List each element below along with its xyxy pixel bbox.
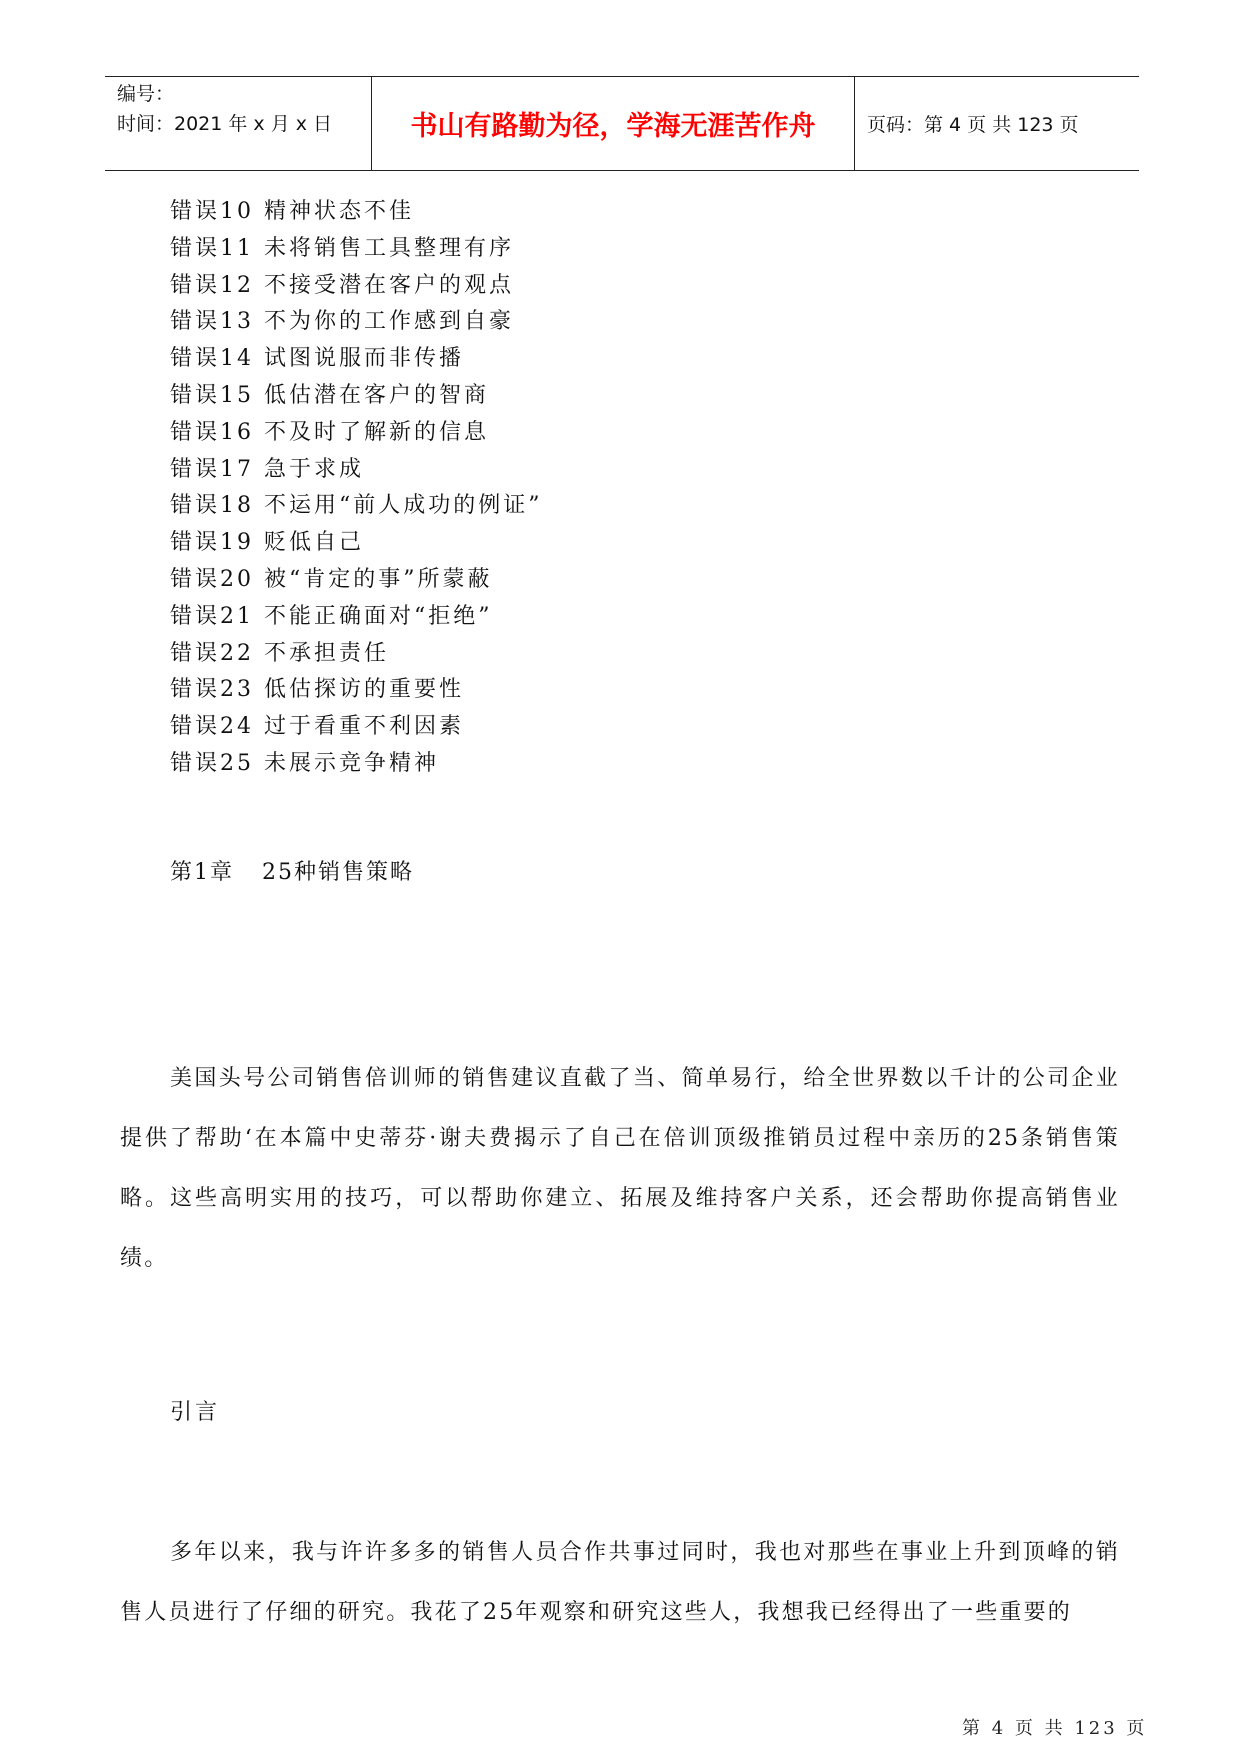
intro-heading: 引言 [170, 1400, 221, 1425]
error-number: 错误13 [170, 309, 254, 335]
error-item [170, 746, 543, 783]
page-header [105, 76, 1139, 171]
error-number: 错误24 [170, 714, 254, 740]
header-page-info: 页码：第 4 页 共 123 页 [867, 114, 1079, 136]
error-text: 不承担责任 [264, 640, 390, 666]
error-number: 错误19 [170, 530, 254, 556]
document-date: 时间：2021 年 x 月 x 日 [117, 113, 333, 135]
error-text: 被“肯定的事”所蒙蔽 [264, 566, 493, 592]
error-item [170, 304, 543, 341]
error-number: 错误21 [170, 603, 254, 629]
error-text: 急于求成 [264, 456, 365, 482]
error-text: 未将销售工具整理有序 [264, 235, 515, 261]
error-text: 精神状态不佳 [264, 199, 415, 224]
error-number: 错误11 [170, 235, 254, 261]
error-number: 错误17 [170, 456, 254, 482]
error-number: 错误15 [170, 382, 254, 408]
header-meta [105, 77, 372, 170]
body-paragraph-1: 美国头号公司销售倍训师的销售建议直截了当、简单易行，给全世界数以千计的公司企业提供了帮助‘在本篇中史蒂芬·谢夫费揭示了自己在倍训顶级推销员过程中亲历的25条销售策略。这些高明实用的技巧，可以帮助你建立、拓展及维持客户关系，还会帮助你提高销售业绩。 [120, 1066, 1120, 1271]
error-text: 不能正确面对“拒绝” [264, 603, 493, 629]
error-number: 错误16 [170, 419, 254, 445]
error-text: 不运用“前人成功的例证” [264, 493, 543, 519]
error-number: 错误25 [170, 750, 254, 776]
error-item [170, 378, 543, 415]
error-item [170, 709, 543, 746]
error-item [170, 194, 543, 231]
error-number: 错误12 [170, 272, 254, 298]
error-list [170, 194, 543, 783]
error-text: 试图说服而非传播 [264, 346, 465, 372]
error-item [170, 525, 543, 562]
error-item [170, 636, 543, 673]
document-number-label: 编号： [117, 83, 175, 105]
error-item [170, 599, 543, 636]
error-number: 错误23 [170, 677, 254, 703]
error-number: 错误10 [170, 199, 254, 224]
error-text: 过于看重不利因素 [264, 714, 465, 740]
chapter-heading [170, 855, 414, 886]
chapter-title: 25种销售策略 [262, 860, 414, 885]
error-number: 错误14 [170, 346, 254, 372]
error-item [170, 415, 543, 452]
error-text: 不为你的工作感到自豪 [264, 309, 515, 335]
error-item [170, 488, 543, 525]
error-number: 错误20 [170, 566, 254, 592]
error-number: 错误22 [170, 640, 254, 666]
error-item [170, 562, 543, 599]
error-item [170, 341, 543, 378]
error-item [170, 452, 543, 489]
chapter-label: 第1章 [170, 860, 234, 885]
error-item [170, 268, 543, 305]
error-text: 低估探访的重要性 [264, 677, 465, 703]
error-text: 未展示竞争精神 [264, 750, 440, 776]
error-text: 不及时了解新的信息 [264, 419, 490, 445]
error-number: 错误18 [170, 493, 254, 519]
error-text: 贬低自己 [264, 530, 365, 556]
page-footer: 第 4 页 共 123 页 [962, 1718, 1148, 1739]
error-text: 不接受潜在客户的观点 [264, 272, 515, 298]
error-text: 低估潜在客户的智商 [264, 382, 490, 408]
error-item [170, 672, 543, 709]
body-paragraph-2: 多年以来，我与许许多多的销售人员合作共事过同时，我也对那些在事业上升到顶峰的销售人员进行了仔细的研究。我花了25年观察和研究这些人，我想我已经得出了一些重要的 [120, 1540, 1120, 1625]
header-motto: 书山有路勤为径，学海无涯苦作舟 [372, 77, 855, 170]
error-item [170, 231, 543, 268]
